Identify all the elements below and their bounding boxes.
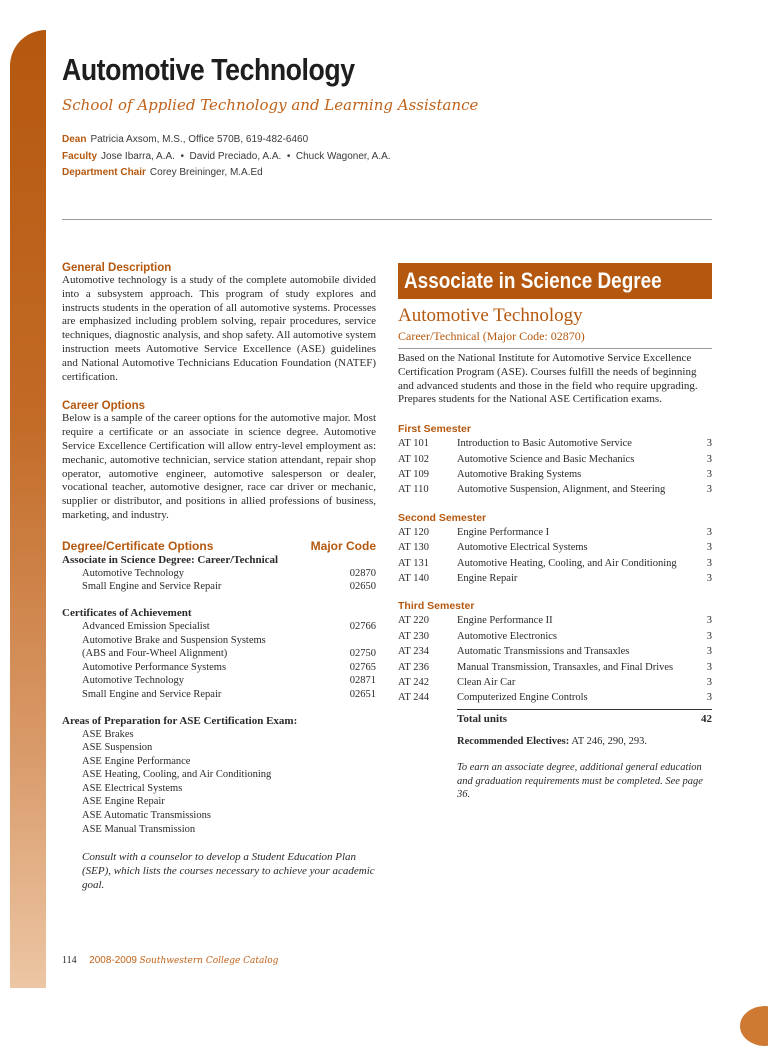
catalog-name: Southwestern College Catalog [139,956,279,966]
list-item-name: (ABS and Four-Wheel Alignment) [82,648,228,660]
page-number: 114 [62,955,77,966]
program-intro: Based on the National Institute for Automotive Service Excellence Certification Program (ASE). Courses fulfill the needs of beginning and advanced students and those in the field who require upgrading. Prepares students for the National ASE Certification exams. [398,352,698,406]
ase-list [62,728,376,837]
list-item-code: 02765 [349,661,376,673]
course-code: AT 140 [398,573,430,585]
course-name: Clean Air Car [457,677,516,689]
course-name: Engine Performance I [457,526,550,538]
options-heading: Degree/Certificate Options [62,538,214,553]
course-row [398,675,712,690]
list-item-code: 02651 [349,688,376,700]
faculty-label: Faculty [62,151,98,162]
list-item [62,728,376,742]
course-name: Automatic Transmissions and Transaxles [457,646,630,658]
dean-line [62,134,308,145]
semester-heading: Third Semester [398,600,475,613]
course-code: AT 220 [398,615,430,627]
course-row [398,467,712,482]
list-item [62,741,376,755]
major-code-heading: Major Code [310,538,376,553]
course-code: AT 130 [398,542,430,554]
list-item [62,809,376,823]
course-code: AT 230 [398,630,430,642]
list-item [62,674,376,688]
course-name: Automotive Electronics [457,630,558,642]
course-row [398,452,712,467]
dean-label: Dean [62,134,87,145]
course-row [398,660,712,675]
electives-line [457,736,712,747]
list-item [62,688,376,702]
course-units: 3 [706,646,712,658]
chair-value: Corey Breininger, M.A.Ed [149,167,263,178]
course-units: 3 [706,557,712,569]
course-units: 3 [706,469,712,480]
list-item-name: Small Engine and Service Repair [82,688,222,700]
career-heading: Career Options [62,400,146,413]
course-units: 3 [706,438,712,450]
course-code: AT 234 [398,646,430,658]
total-row [398,710,712,728]
course-units: 3 [706,526,712,538]
course-code: AT 109 [398,469,430,480]
list-item-name: Advanced Emission Specialist [82,620,210,632]
cert-list [62,620,376,702]
chair-line [62,167,263,178]
course-units: 3 [706,661,712,673]
list-item-name: ASE Engine Repair [82,796,165,808]
electives-label: Recommended Electives: [457,735,570,747]
list-item-code: 02871 [349,675,376,687]
side-color-band [10,30,46,988]
course-name: Automotive Heating, Cooling, and Air Conditioning [457,557,677,569]
course-code: AT 131 [398,557,430,569]
list-item [62,795,376,809]
course-name: Introduction to Basic Automotive Service [457,438,632,450]
list-item [62,647,376,661]
course-units: 3 [706,677,712,689]
course-code: AT 120 [398,526,430,538]
total-label: Total units [457,712,508,725]
as-list [62,567,376,594]
school-name: School of Applied Technology and Learning Assistance [62,96,479,114]
as-heading: Associate in Science Degree: Career/Technical [62,553,279,566]
right-column [398,304,712,802]
course-code: AT 110 [398,484,429,496]
list-item [62,755,376,769]
list-item-name: ASE Automatic Transmissions [82,810,211,822]
list-item [62,634,376,648]
course-name: Automotive Electrical Systems [457,542,588,554]
course-units: 3 [706,615,712,627]
list-item-name: ASE Suspension [82,742,153,754]
course-name: Automotive Suspension, Alignment, and Steering [457,484,666,496]
general-text: Automotive technology is a study of the complete automobile divided into a subsystem approach. This program of study explores and instructs students in the operation of all automotive systems. Processes are emphasized including problem solving, repair procedures, service techniques, diagnostic analysis, and shop safety. All automotive system instruction meets Automotive Service Excellence (ASE) guidelines and National Automotive Technicians Education Foundation (NATEF) certification. [62,274,376,383]
course-code: AT 101 [398,438,430,450]
course-units: 3 [706,542,712,554]
chair-label: Department Chair [62,167,146,178]
degree-banner [398,263,712,299]
list-item-name: Automotive Performance Systems [82,661,227,673]
list-item-name: ASE Electrical Systems [82,782,183,794]
catalog-years: 2008-2009 [89,955,137,966]
list-item-code: 02870 [349,567,376,579]
program-divider [398,348,712,349]
corner-tab [740,1006,768,1046]
course-units: 3 [706,573,712,585]
options-header [62,539,376,553]
course-code: AT 236 [398,661,430,673]
course-name: Manual Transmission, Transaxles, and Final Drives [457,661,674,673]
list-item-name: ASE Brakes [82,728,134,740]
faculty-value: Jose Ibarra, A.A. • David Preciado, A.A. • Chuck Wagoner, A.A. [101,151,391,162]
list-item-code: 02766 [349,620,376,632]
course-row [398,556,712,571]
course-row [398,436,712,451]
left-column [62,262,376,892]
course-row [398,482,712,497]
list-item-name: Automotive Brake and Suspension Systems [82,634,266,646]
course-units: 3 [706,484,712,496]
list-item-code: 02750 [349,648,376,660]
course-code: AT 244 [398,692,430,704]
list-item [62,768,376,782]
list-item-name: ASE Engine Performance [82,755,191,767]
course-row [398,540,712,555]
list-item [62,661,376,675]
course-row [398,571,712,586]
course-row [398,629,712,644]
course-name: Engine Performance II [457,615,553,627]
course-name: Computerized Engine Controls [457,692,588,704]
list-item-name: Small Engine and Service Repair [82,581,222,593]
course-code: AT 102 [398,453,430,465]
page-title: Automotive Technology [62,52,355,87]
dean-value: Patricia Axsom, M.S., Office 570B, 619-482-6460 [90,134,309,145]
consult-note: Consult with a counselor to develop a Student Education Plan (SEP), which lists the courses necessary to achieve your academic goal. [82,851,375,892]
course-row [398,690,712,705]
course-name: Automotive Braking Systems [457,469,582,480]
semester-list [398,423,712,706]
list-item-name: ASE Heating, Cooling, and Air Conditioning [82,769,272,781]
course-code: AT 242 [398,677,430,689]
electives-value: AT 246, 290, 293. [571,735,647,747]
course-units: 3 [706,453,712,465]
course-units: 3 [706,692,712,704]
list-item [62,823,376,837]
ase-heading: Areas of Preparation for ASE Certification Exam: [62,714,298,727]
list-item-name: Automotive Technology [82,675,185,687]
course-row [398,644,712,659]
faculty-line [62,151,391,162]
list-item [62,580,376,594]
career-text: Below is a sample of the career options for the automotive major. Most require a certificate or an associate in science degree. Automotive Service Excellence Certification will allow entry-level employment as: mechanic, automotive technician, service station attendant, repair shop operator, automotive engineer, automotive salesperson or dealer, vocational teacher, automotive designer, race car driver or mechanic, supplier or distributor, and positions in allied professions of business, marketing, and industry. [62,412,376,521]
list-item-code: 02650 [349,581,376,593]
list-item [62,620,376,634]
degree-banner-label: Associate in Science Degree [404,268,662,293]
course-name: Automotive Science and Basic Mechanics [457,453,635,465]
header-divider [62,219,712,220]
cert-heading: Certificates of Achievement [62,606,192,619]
course-row [398,613,712,628]
list-item-name: Automotive Technology [82,567,185,579]
course-row [398,525,712,540]
semester-heading: First Semester [398,423,471,436]
graduation-note: To earn an associate degree, additional general education and graduation requirements must be completed. See page 36. [457,761,703,801]
course-units: 3 [706,630,712,642]
course-name: Engine Repair [457,573,518,585]
semester-heading: Second Semester [398,511,487,524]
program-subtitle: Career/Technical (Major Code: 02870) [398,329,585,343]
list-item [62,567,376,581]
list-item-name: ASE Manual Transmission [82,823,196,835]
list-item [62,782,376,796]
page-footer [62,955,278,966]
program-title: Automotive Technology [398,305,583,326]
total-value: 42 [701,712,712,725]
general-heading: General Description [62,262,172,274]
